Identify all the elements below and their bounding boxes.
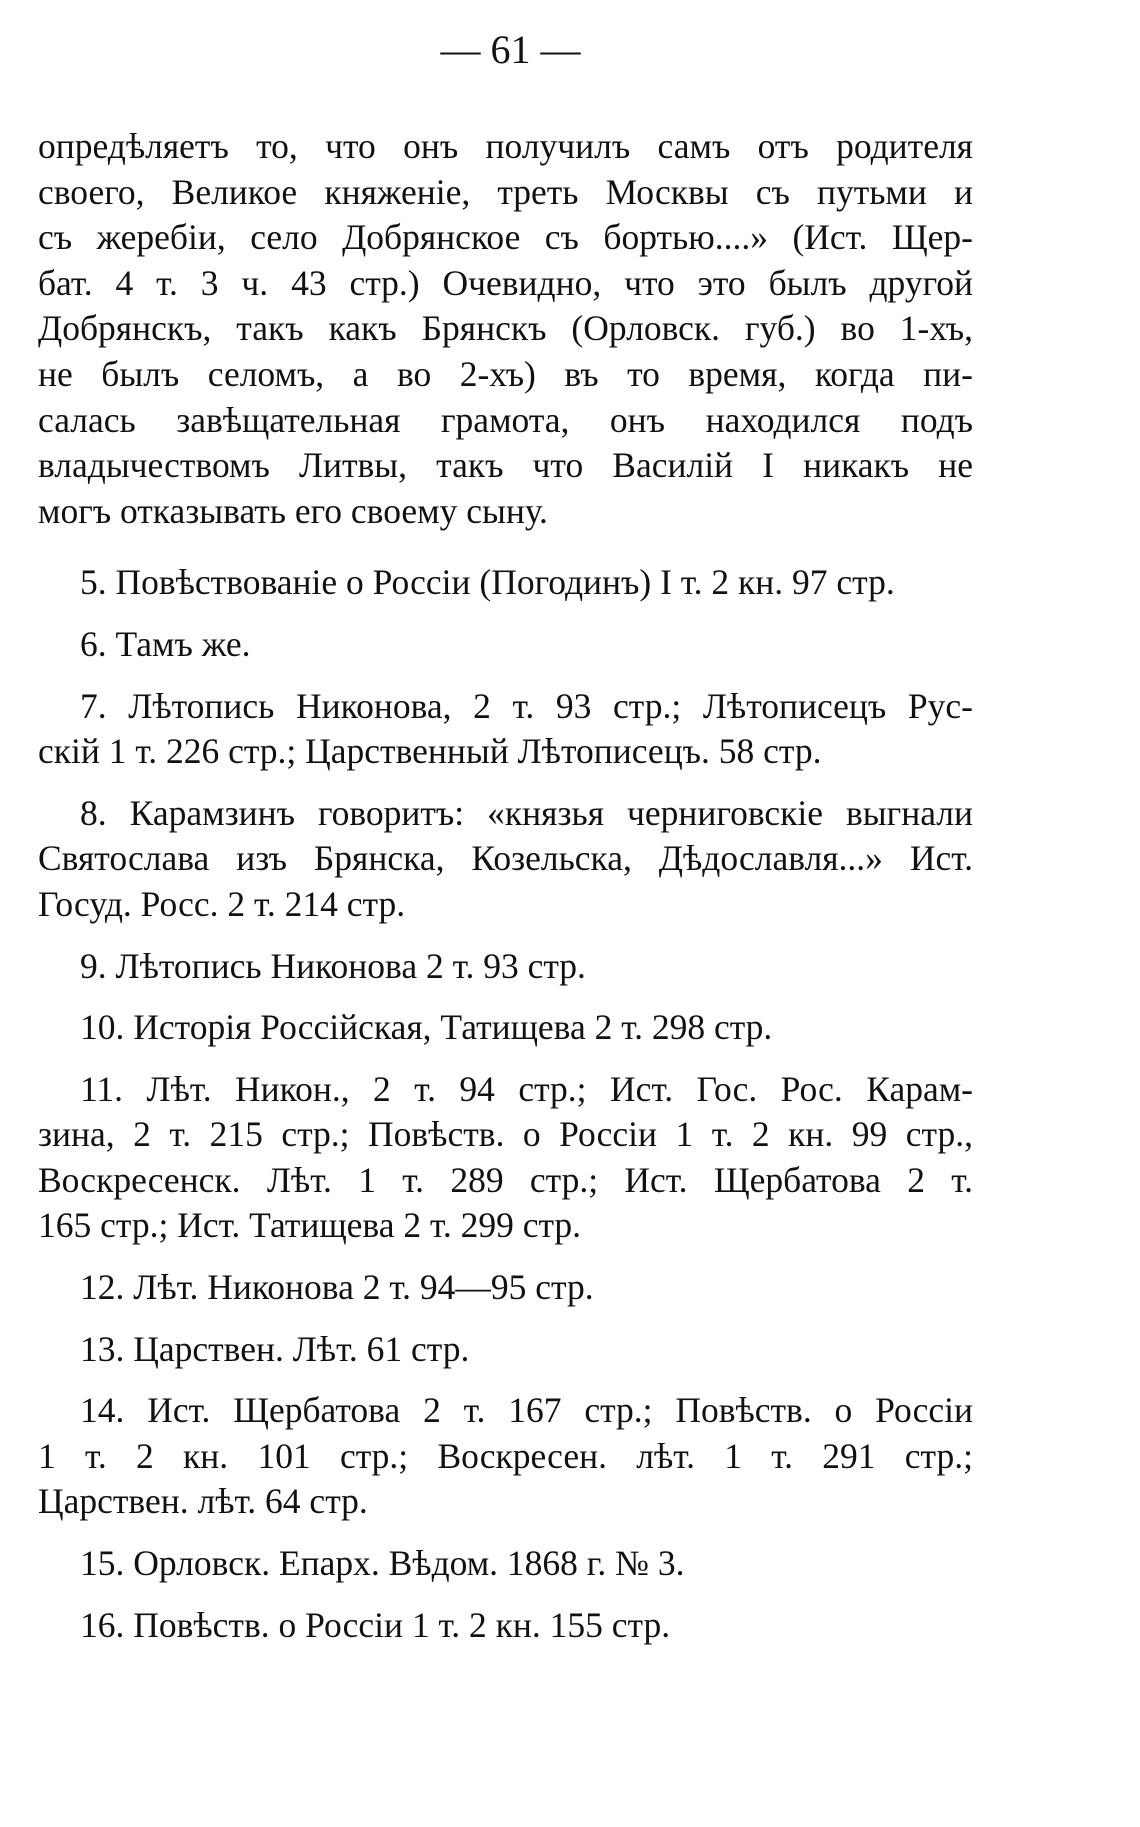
text-line: могъ отказывать его своему сыну. — [38, 490, 548, 531]
footnote-5 — [38, 560, 973, 606]
footnote-9 — [38, 944, 973, 990]
footnote-7 — [38, 684, 973, 775]
footnote-line: Госуд. Росс. 2 т. 214 стр. — [38, 883, 406, 924]
footnote-14 — [38, 1388, 973, 1525]
text-line: бат. 4 т. 3 ч. 43 стр.) Очевидно, что это былъ другой — [38, 262, 973, 303]
footnote-line: зина, 2 т. 215 стр.; Повѣств. о Россіи 1 т. 2 кн. 99 стр., — [38, 1114, 973, 1155]
footnote-line: 16. Повѣств. о Россіи 1 т. 2 кн. 155 стр. — [80, 1604, 671, 1645]
footnote-line: Царствен. лѣт. 64 стр. — [38, 1481, 368, 1522]
footnote-line: 14. Ист. Щербатова 2 т. 167 стр.; Повѣств. о Россіи — [80, 1390, 973, 1431]
footnote-13 — [38, 1327, 973, 1373]
footnote-11 — [38, 1067, 973, 1249]
footnote-line: 5. Повѣствованіе о Россіи (Погодинъ) I т. 2 кн. 97 стр. — [80, 562, 895, 603]
text-line: не былъ селомъ, а во 2-хъ) въ то время, когда пи- — [38, 353, 973, 394]
footnote-line: Святослава изъ Брянска, Козельска, Дѣдославля...» Ист. — [38, 838, 973, 879]
footnote-line: 7. Лѣтопись Никонова, 2 т. 93 стр.; Лѣтописецъ Рус- — [80, 685, 973, 726]
page-number: — 61 — — [440, 27, 581, 72]
text-line: съ жеребіи, село Добрянское съ бортью....» (Ист. Щер- — [38, 217, 973, 258]
footnote-8 — [38, 791, 973, 928]
footnote-line: 9. Лѣтопись Никонова 2 т. 93 стр. — [80, 945, 586, 986]
footnote-10 — [38, 1005, 973, 1051]
footnote-15 — [38, 1541, 973, 1587]
footnote-12 — [38, 1265, 973, 1311]
footnote-line: 1 т. 2 кн. 101 стр.; Воскресен. лѣт. 1 т. 291 стр.; — [38, 1435, 973, 1476]
footnote-line: скій 1 т. 226 стр.; Царственный Лѣтописецъ. 58 стр. — [38, 731, 822, 772]
continuation-paragraph — [38, 124, 973, 534]
footnote-line: 6. Тамъ же. — [80, 623, 251, 664]
footnote-line: 13. Царствен. Лѣт. 61 стр. — [80, 1328, 470, 1369]
footnote-line: 11. Лѣт. Никон., 2 т. 94 стр.; Ист. Гос. Рос. Карам- — [80, 1068, 973, 1109]
footnote-line: 12. Лѣт. Никонова 2 т. 94—95 стр. — [80, 1267, 594, 1308]
footnote-line: 8. Карамзинъ говоритъ: «князья черниговскіе выгнали — [80, 792, 973, 833]
footnote-line: Воскресенск. Лѣт. 1 т. 289 стр.; Ист. Щербатова 2 т. — [38, 1159, 973, 1200]
text-line: Добрянскъ, такъ какъ Брянскъ (Орловск. губ.) во 1-хъ, — [38, 308, 973, 349]
footnote-line: 10. Исторія Россійская, Татищева 2 т. 298 стр. — [80, 1007, 773, 1048]
text-line: опредѣляетъ то, что онъ получилъ самъ отъ родителя — [38, 126, 973, 166]
footnote-line: 15. Орловск. Епарх. Вѣдом. 1868 г. № 3. — [80, 1543, 685, 1584]
footnote-6 — [38, 622, 973, 668]
text-line: владычествомъ Литвы, такъ что Василій I никакъ не — [38, 445, 973, 486]
footnote-16 — [38, 1603, 973, 1649]
footnote-line: 165 стр.; Ист. Татищева 2 т. 299 стр. — [38, 1205, 582, 1246]
text-line: своего, Великое княженіе, треть Москвы съ путьми и — [38, 171, 973, 212]
document-page — [38, 22, 973, 1664]
text-line: салась завѣщательная грамота, онъ находился подъ — [38, 399, 973, 440]
